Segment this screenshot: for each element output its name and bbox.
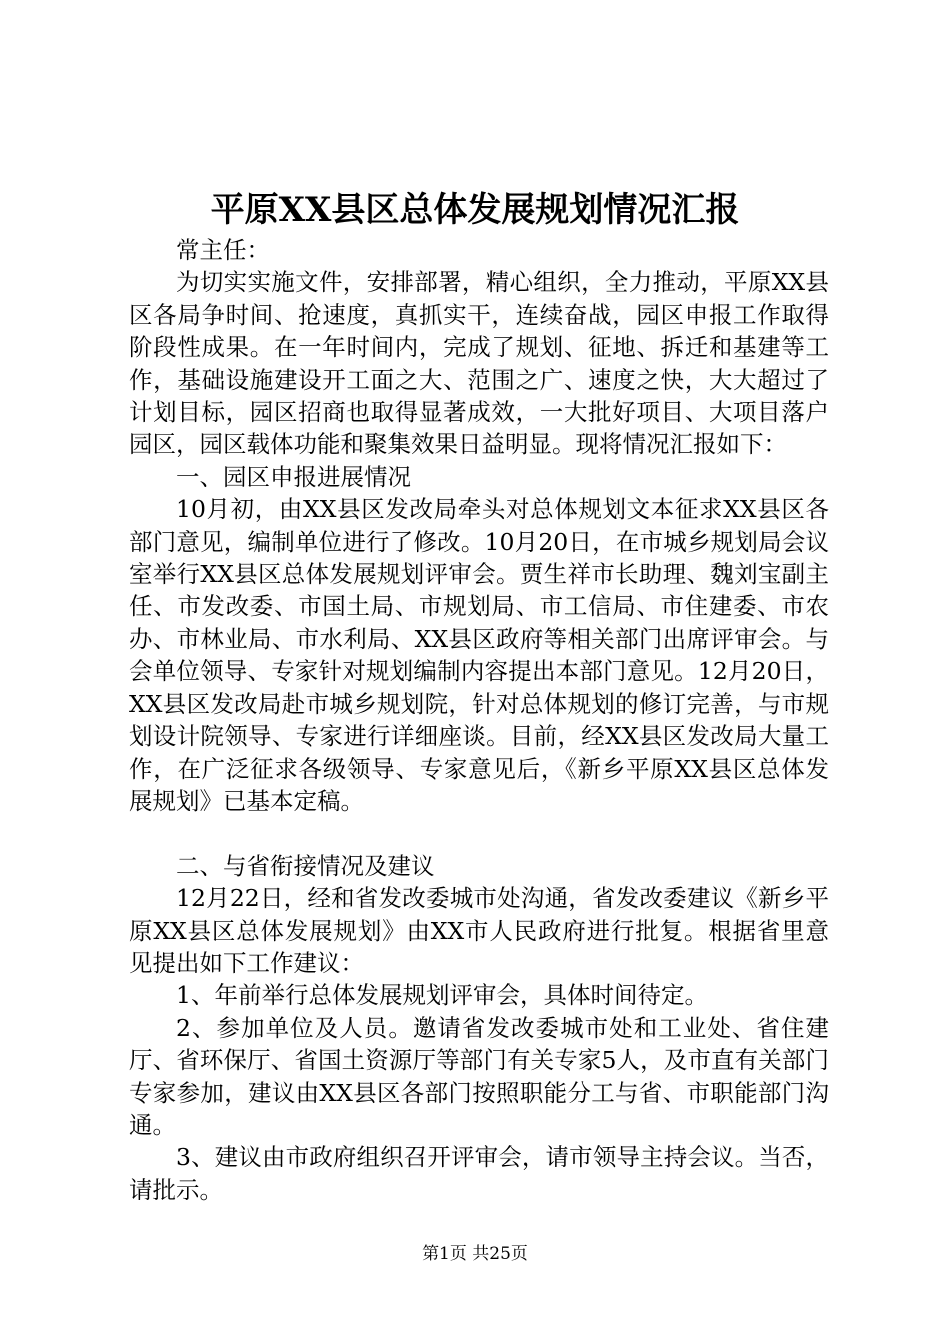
page-number-footer: 第1页 共25页 — [422, 1244, 528, 1264]
document-body — [129, 234, 829, 1206]
suggestion-3: 3、建议由市政府组织召开评审会，请市领导主持会议。当否，请批示。 — [129, 1143, 829, 1204]
intro-paragraph: 为切实实施文件，安排部署，精心组织，全力推动，平原XX县区各局争时间、抢速度，真抓实干，连续奋战，园区申报工作取得阶段性成果。在一年时间内，完成了规划、征地、拆迁和基建等工作，基础设施建设开工面之大、范围之广、速度之快，大大超过了计划目标，园区招商也取得显著成效，一大批好项目、大项目落户园区，园区载体功能和聚集效果日益明显。现将情况汇报如下： — [129, 268, 829, 459]
section-heading-1: 一、园区申报进展情况 — [176, 462, 411, 491]
suggestion-1: 1、年前举行总体发展规划评审会，具体时间待定。 — [176, 981, 708, 1010]
section-heading-2: 二、与省衔接情况及建议 — [176, 851, 435, 880]
document-title: 平原XX县区总体发展规划情况汇报 — [210, 190, 740, 230]
salutation: 常主任： — [176, 236, 270, 264]
suggestion-2: 2、参加单位及人员。邀请省发改委城市处和工业处、省住建厅、省环保厅、省国土资源厅等部门有关专家5人，及市直有关部门专家参加，建议由XX县区各部门按照职能分工与省、市职能部门沟通。 — [129, 1013, 829, 1139]
section-2-paragraph: 12月22日，经和省发改委城市处沟通，省发改委建议《新乡平原XX县区总体发展规划》由XX市人民政府进行批复。根据省里意见提出如下工作建议： — [129, 884, 829, 977]
section-1-paragraph: 10月初，由XX县区发改局牵头对总体规划文本征求XX县区各部门意见，编制单位进行了修改。10月20日，在市城乡规划局会议室举行XX县区总体发展规划评审会。贾生祥市长助理、魏刘宝副主任、市发改委、市国土局、市规划局、市工信局、市住建委、市农办、市林业局、市水利局、XX县区政府等相关部门出席评审会。与会单位领导、专家针对规划编制内容提出本部门意见。12月20日，XX县区发改局赴市城乡规划院，针对总体规划的修订完善，与市规划设计院领导、专家进行详细座谈。目前，经XX县区发改局大量工作，在广泛征求各级领导、专家意见后，《新乡平原XX县区总体发展规划》已基本定稿。 — [129, 495, 829, 815]
